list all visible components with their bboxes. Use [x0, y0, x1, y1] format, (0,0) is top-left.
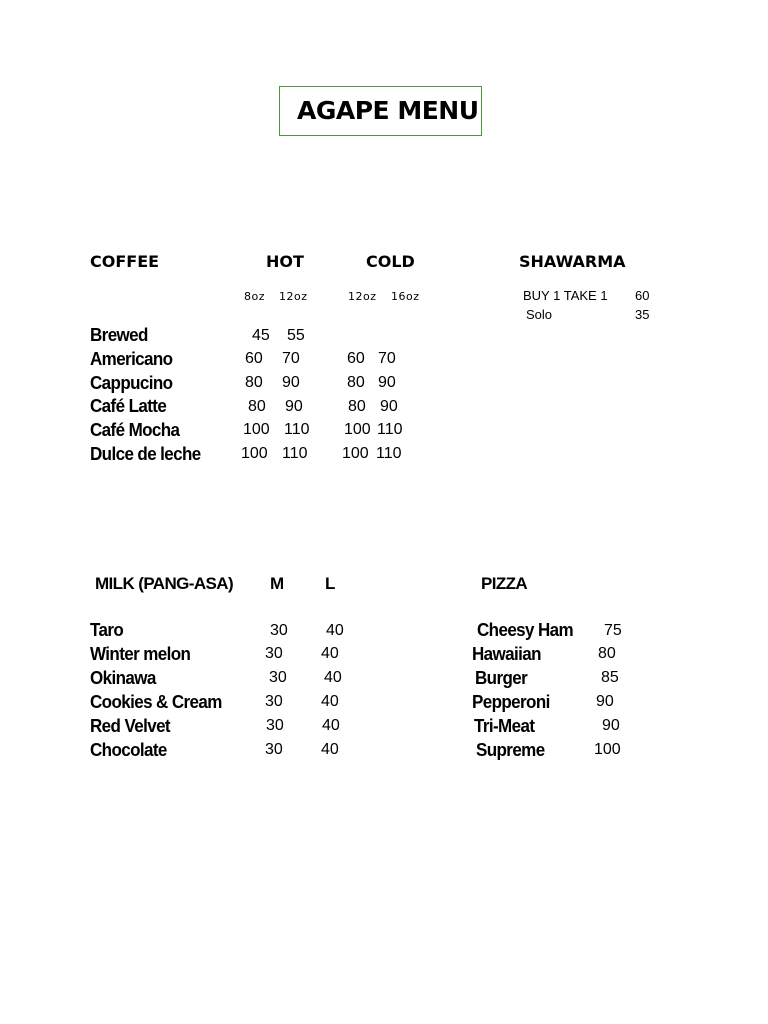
shawarma-item-name: Solo: [526, 307, 553, 322]
milk-price-m: 30: [265, 645, 283, 662]
pizza-item-name: Cheesy Ham: [477, 620, 574, 641]
coffee-price-cold-large: 110: [377, 421, 403, 438]
coffee-item-name: Café Latte: [90, 396, 167, 417]
coffee-price-hot-small: 60: [245, 350, 263, 367]
milk-price-l: 40: [326, 622, 344, 639]
coffee-price-cold-small: 80: [347, 374, 365, 391]
pizza-item-name: Hawaiian: [472, 644, 541, 665]
milk-price-m: 30: [269, 669, 287, 686]
cold-size-large: 16oz: [391, 290, 420, 303]
coffee-item-name: Americano: [90, 349, 173, 370]
pizza-item-name: Tri-Meat: [474, 716, 535, 737]
coffee-price-hot-large: 110: [284, 421, 310, 438]
pizza-price: 75: [604, 622, 622, 639]
milk-price-m: 30: [265, 741, 283, 758]
milk-price-m: 30: [270, 622, 288, 639]
coffee-price-hot-small: 100: [241, 445, 268, 462]
coffee-header: COFFEE: [90, 252, 160, 271]
coffee-price-cold-large: 110: [376, 445, 402, 462]
coffee-price-hot-large: 110: [282, 445, 308, 462]
milk-price-l: 40: [322, 717, 340, 734]
coffee-price-hot-small: 45: [252, 327, 270, 344]
coffee-price-hot-small: 80: [245, 374, 263, 391]
pizza-price: 90: [596, 693, 614, 710]
shawarma-item-price: 35: [635, 307, 650, 322]
milk-price-l: 40: [321, 645, 339, 662]
cold-header: COLD: [366, 252, 415, 271]
coffee-price-cold-small: 100: [342, 445, 369, 462]
milk-header: MILK (PANG-ASA): [95, 574, 233, 593]
pizza-price: 85: [601, 669, 619, 686]
coffee-item-name: Café Mocha: [90, 420, 180, 441]
hot-size-large: 12oz: [279, 290, 308, 303]
milk-l-header: L: [325, 574, 335, 593]
hot-size-small: 8oz: [244, 290, 266, 303]
coffee-item-name: Cappucino: [90, 373, 173, 394]
coffee-price-cold-large: 90: [380, 398, 398, 415]
pizza-price: 90: [602, 717, 620, 734]
coffee-price-cold-small: 80: [348, 398, 366, 415]
coffee-item-name: Brewed: [90, 325, 148, 346]
pizza-item-name: Supreme: [476, 740, 545, 761]
coffee-price-cold-small: 100: [344, 421, 371, 438]
shawarma-item-name: BUY 1 TAKE 1: [523, 288, 608, 303]
shawarma-header: SHAWARMA: [519, 252, 626, 271]
milk-price-l: 40: [324, 669, 342, 686]
shawarma-item-price: 60: [635, 288, 650, 303]
cold-size-small: 12oz: [348, 290, 377, 303]
coffee-price-hot-large: 70: [282, 350, 300, 367]
milk-item-name: Red Velvet: [90, 716, 170, 737]
pizza-item-name: Burger: [475, 668, 528, 689]
milk-price-l: 40: [321, 693, 339, 710]
milk-item-name: Taro: [90, 620, 124, 641]
coffee-item-name: Dulce de leche: [90, 444, 201, 465]
hot-header: HOT: [266, 252, 304, 271]
pizza-item-name: Pepperoni: [472, 692, 550, 713]
milk-item-name: Okinawa: [90, 668, 156, 689]
milk-item-name: Chocolate: [90, 740, 167, 761]
menu-title: AGAPE MENU: [297, 96, 479, 125]
milk-item-name: Winter melon: [90, 644, 191, 665]
pizza-price: 80: [598, 645, 616, 662]
coffee-price-hot-large: 90: [282, 374, 300, 391]
pizza-header: PIZZA: [481, 574, 528, 593]
milk-price-m: 30: [265, 693, 283, 710]
coffee-price-cold-large: 90: [378, 374, 396, 391]
coffee-price-hot-small: 100: [243, 421, 270, 438]
coffee-price-hot-large: 90: [285, 398, 303, 415]
coffee-price-cold-large: 70: [378, 350, 396, 367]
milk-item-name: Cookies & Cream: [90, 692, 222, 713]
milk-m-header: M: [270, 574, 284, 593]
coffee-price-hot-large: 55: [287, 327, 305, 344]
coffee-price-hot-small: 80: [248, 398, 266, 415]
milk-price-l: 40: [321, 741, 339, 758]
coffee-price-cold-small: 60: [347, 350, 365, 367]
pizza-price: 100: [594, 741, 621, 758]
milk-price-m: 30: [266, 717, 284, 734]
